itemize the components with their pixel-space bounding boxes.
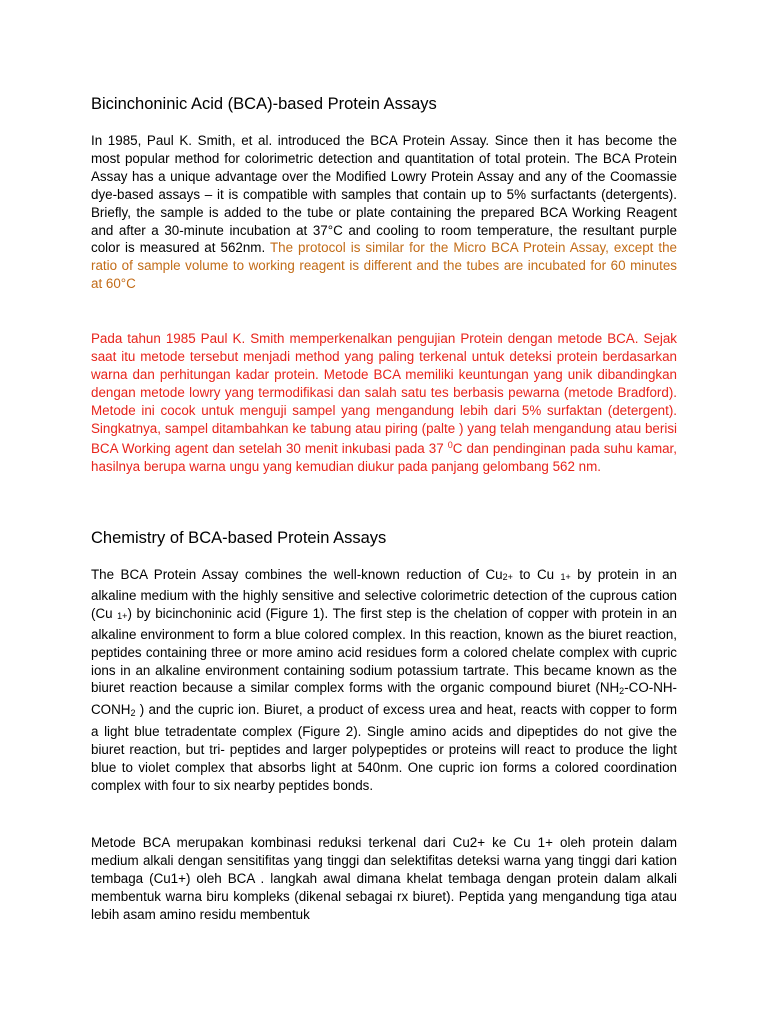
chem-sub-3: 1+ [117,610,128,621]
chem-text-b: to Cu [512,567,561,582]
intro-text: In 1985, Paul K. Smith, et al. introduced the BCA Protein Assay. Since then it has become the most popular method for colorimetric detection and quantitation of total protein. The BCA Protein Assay has a unique advantage over the Modified Lowry Protein Assay and any of the Coomassie dye-based assays – it is compatible with samples that contain up to 5% surfactants (detergents). Briefly, the sample is added to the tube or plate containing the prepared BCA Working Reagent and after a 30-minute incubation at 37°C and cooling to room temperature, the resultant purple color is measured at 562nm. [91,133,677,256]
degree-superscript: 0 [447,440,453,451]
indonesian-text-part2: C dan pendinginan pada suhu kamar, hasilnya berupa warna ungu yang kemudian diukur pada panjang gelombang 562 nm. [91,441,677,475]
chem-text-a: The BCA Protein Assay combines the well-known reduction of Cu [91,567,503,582]
chem-text-d: ) by bicinchoninic acid (Figure 1). The first step is the chelation of copper with protein in an alkaline environment to form a blue colored complex. In this reaction, known as the biuret reaction, peptides containing three or more amino acid residues form a colored chelate complex with cupric ions in an alkaline environment containing sodium potassium tartrate. This became known as the biuret reaction because a similar complex forms with the organic compound biuret (NH [91,605,677,696]
paragraph-indonesian-intro [91,330,677,476]
indonesian-text-part1: Pada tahun 1985 Paul K. Smith memperkenalkan pengujian Protein dengan metode BCA. Sejak saat itu metode tersebut menjadi method yang paling terkenal untuk deteksi protein berdasarkan warna dan perhitungan kadar protein. Metode BCA memiliki keuntungan yang unik dibandingkan dengan metode lowry yang termodifikasi dan salah satu tes berbasis pewarna (metode Bradford). Metode ini cocok untuk menguji sampel yang mengandung lebih dari 5% surfaktan (detergent). Singkatnya, sampel ditambahkan ke tabung atau piring (palte ) yang telah mengandung atau berisi BCA Working agent dan setelah 30 menit inkubasi pada 37 [91,331,677,457]
chem-sub-1: 2+ [502,572,513,582]
chem-sub-2: 1+ [560,572,571,582]
section-heading-chemistry: Chemistry of BCA-based Protein Assays [91,529,387,547]
micro-bca-note: The protocol is similar for the Micro BCA Protein Assay, except the ratio of sample volume to working reagent is different and the tubes are incubated for 60 minutes at 60°C [91,240,677,292]
chem-sub-4: 2 [619,686,625,697]
paragraph-chemistry-english [91,566,677,795]
section-heading-bca: Bicinchoninic Acid (BCA)-based Protein Assays [91,95,437,113]
chem-text-f: ) and the cupric ion. Biuret, a product of excess urea and heat, reacts with copper to form a light blue tetradentate complex (Figure 2). Single amino acids and dipeptides do not give the biuret reaction, but tri- peptides and larger polypeptides or proteins will react to produce the light blue to violet complex that absorbs light at 540nm. One cupric ion forms a colored coordination complex with four to six nearby peptides bonds. [91,702,677,793]
chem-sub-5: 2 [130,708,136,719]
chem-text-e: -CO-NH-CONH [91,680,677,718]
chem-text-c: by protein in an alkaline medium with the highly sensitive and selective colorimetric detection of the cuprous cation (Cu [91,567,677,621]
paragraph-chemistry-indonesian: Metode BCA merupakan kombinasi reduksi terkenal dari Cu2+ ke Cu 1+ oleh protein dalam medium alkali dengan sensitifitas yang tinggi dan selektifitas deteksi warna yang tinggi dari kation tembaga (Cu1+) oleh BCA . langkah awal dimana khelat tembaga dengan protein dalam alkali membentuk warna biru kompleks (dikenal sebagai rx biuret). Peptida yang mengandung tiga atau lebih asam amino residu membentuk [91,835,677,922]
paragraph-english-intro [91,132,677,293]
